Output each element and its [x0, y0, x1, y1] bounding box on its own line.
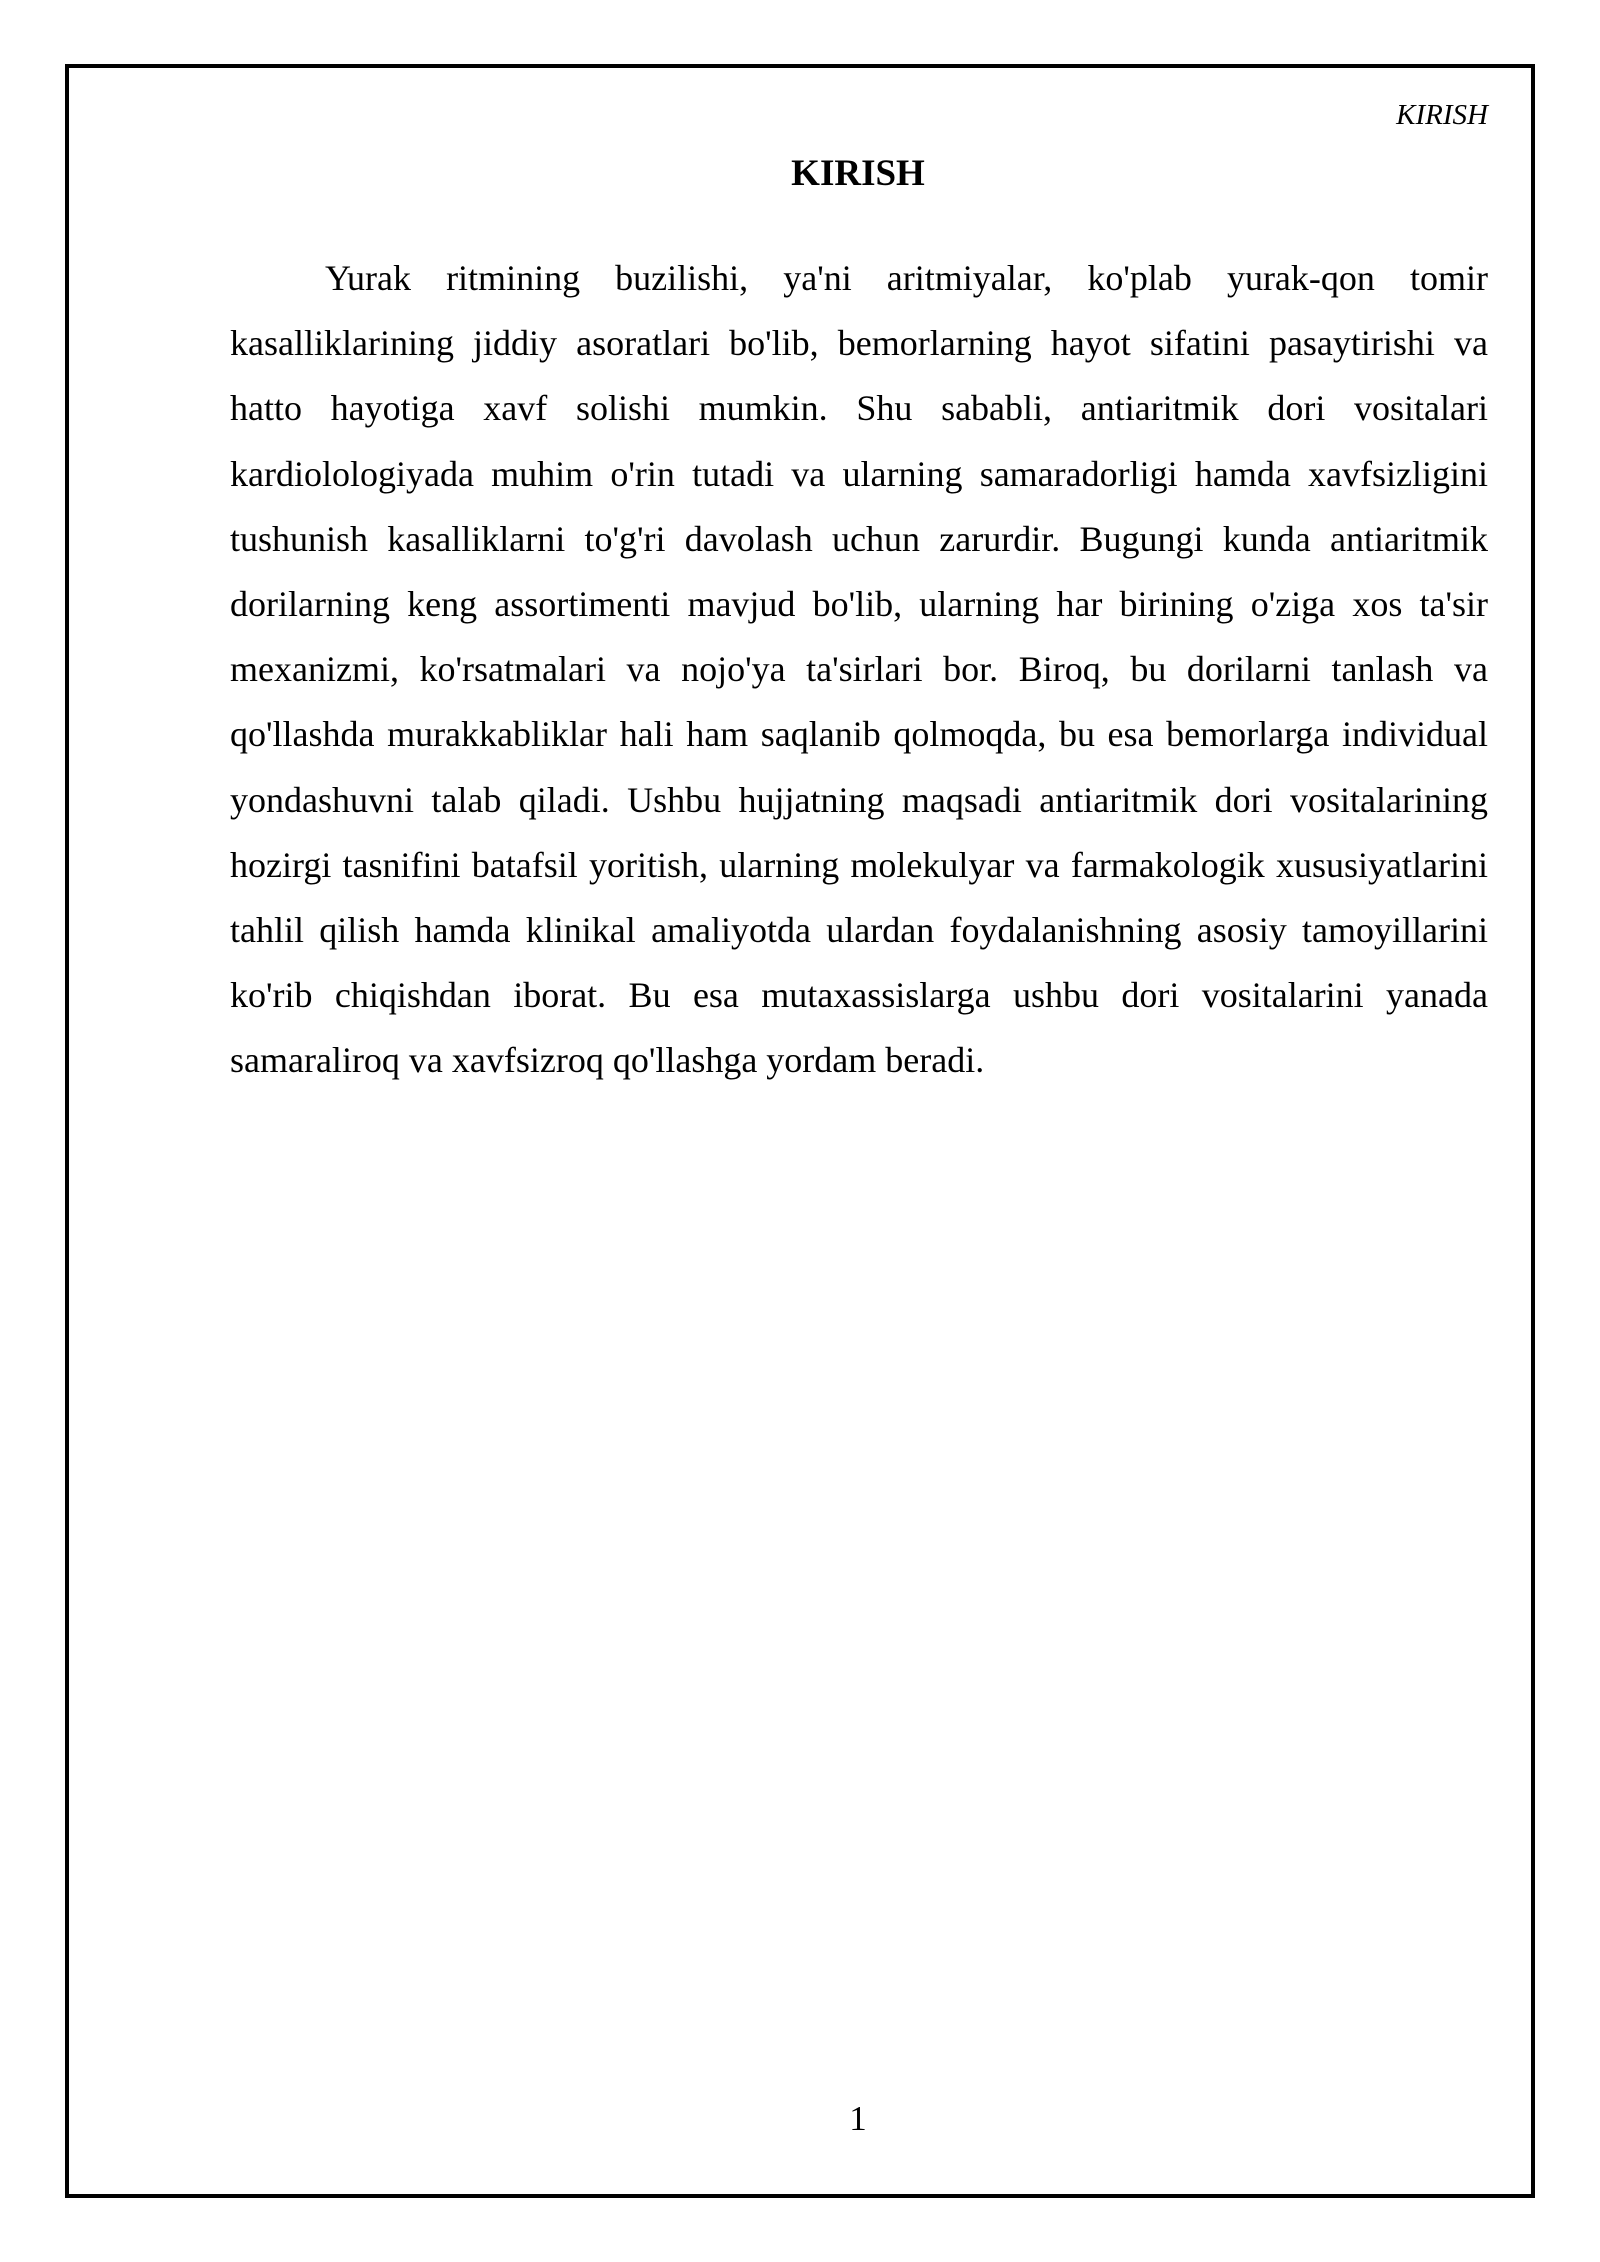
running-header: KIRISH [1396, 99, 1488, 131]
body-paragraph: Yurak ritmining buzilishi, ya'ni aritmiyalar, ko'plab yurak-qon tomir kasalliklarining jiddiy asoratlari bo'lib, bemorlarning hayot sifatini pasaytirishi va hatto hayotiga xavf solishi mumkin. Shu sababli, antiaritmik dori vositalari kardiolologiyada muhim o'rin tutadi va ularning samaradorligi hamda xavfsizligini tushunish kasalliklarni to'g'ri davolash uchun zarurdir. Bugungi kunda antiaritmik dorilarning keng assortimenti mavjud bo'lib, ularning har birining o'ziga xos ta'sir mexanizmi, ko'rsatmalari va nojo'ya ta'sirlari bor. Biroq, bu dorilarni tanlash va qo'llashda murakkabliklar hali ham saqlanib qolmoqda, bu esa bemorlarga individual yondashuvni talab qiladi. Ushbu hujjatning maqsadi antiaritmik dori vositalarining hozirgi tasnifini batafsil yoritish, ularning molekulyar va farmakologik xususiyatlarini tahlil qilish hamda klinikal amaliyotda ulardan foydalanishning asosiy tamoyillarini ko'rib chiqishdan iborat. Bu esa mutaxassislarga ushbu dori vositalarini yanada samaraliroq va xavfsizroq qo'llashga yordam beradi. [230, 258, 1488, 1081]
page-number: 1 [849, 2099, 867, 2138]
document-title: KIRISH [791, 153, 925, 194]
